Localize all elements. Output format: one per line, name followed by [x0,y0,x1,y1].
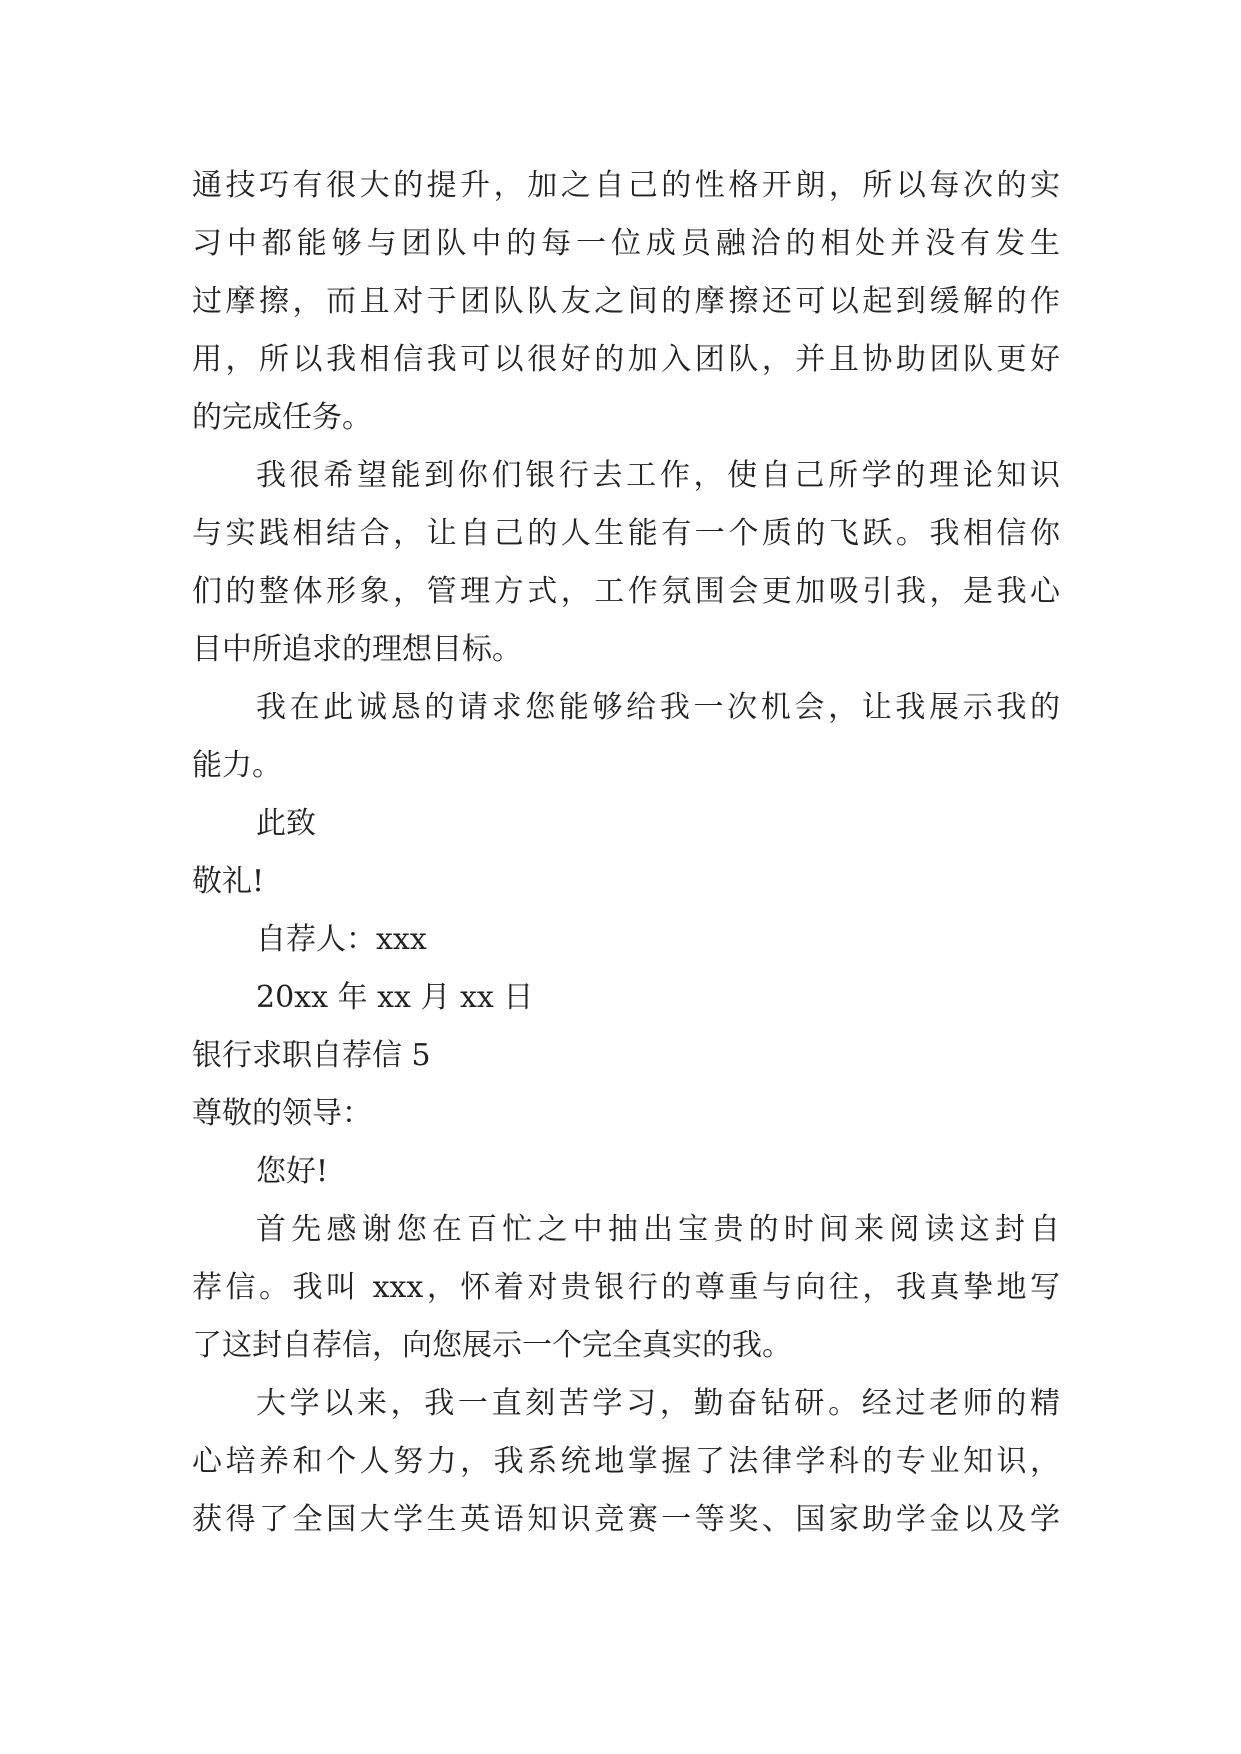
text-line: 首先感谢您在百忙之中抽出宝贵的时间来阅读这封自 [256,1212,1060,1247]
text-line: 荐信。我叫 xxx，怀着对贵银行的尊重与向往，我真挚地写 [192,1270,1060,1305]
greeting-recipient: 尊敬的领导： [192,1096,372,1131]
greeting-hello: 您好! [256,1154,329,1189]
text-line: 我在此诚恳的请求您能够给我一次机会，让我展示我的 [256,690,1060,725]
text-line: 过摩擦，而且对于团队队友之间的摩擦还可以起到缓解的作 [192,284,1060,319]
text-line: 获得了全国大学生英语知识竞赛一等奖、国家助学金以及学 [192,1502,1060,1537]
text-line: 能力。 [192,748,282,783]
text-line: 习中都能够与团队中的每一位成员融洽的相处并没有发生 [192,226,1060,261]
text-line: 心培养和个人努力，我系统地掌握了法律学科的专业知识， [192,1444,1060,1479]
text-line: 用，所以我相信我可以很好的加入团队，并且协助团队更好 [192,342,1060,377]
text-line: 了这封自荐信，向您展示一个完全真实的我。 [192,1328,792,1363]
text-line: 目中所追求的理想目标。 [192,632,522,667]
signature-name: 自荐人：xxx [256,922,427,957]
text-line: 大学以来，我一直刻苦学习，勤奋钻研。经过老师的精 [256,1386,1060,1421]
signature-date: 20xx 年 xx 月 xx 日 [256,980,534,1015]
text-line: 们的整体形象，管理方式，工作氛围会更加吸引我，是我心 [192,574,1060,609]
text-line: 我很希望能到你们银行去工作，使自己所学的理论知识 [256,458,1060,493]
text-line: 的完成任务。 [192,400,372,435]
section-title: 银行求职自荐信 5 [192,1038,431,1073]
salutation-regards: 敬礼! [192,864,265,899]
text-line: 与实践相结合，让自己的人生能有一个质的飞跃。我相信你 [192,516,1060,551]
text-line: 通技巧有很大的提升，加之自己的性格开朗，所以每次的实 [192,168,1060,203]
salutation-closing: 此致 [256,806,316,841]
